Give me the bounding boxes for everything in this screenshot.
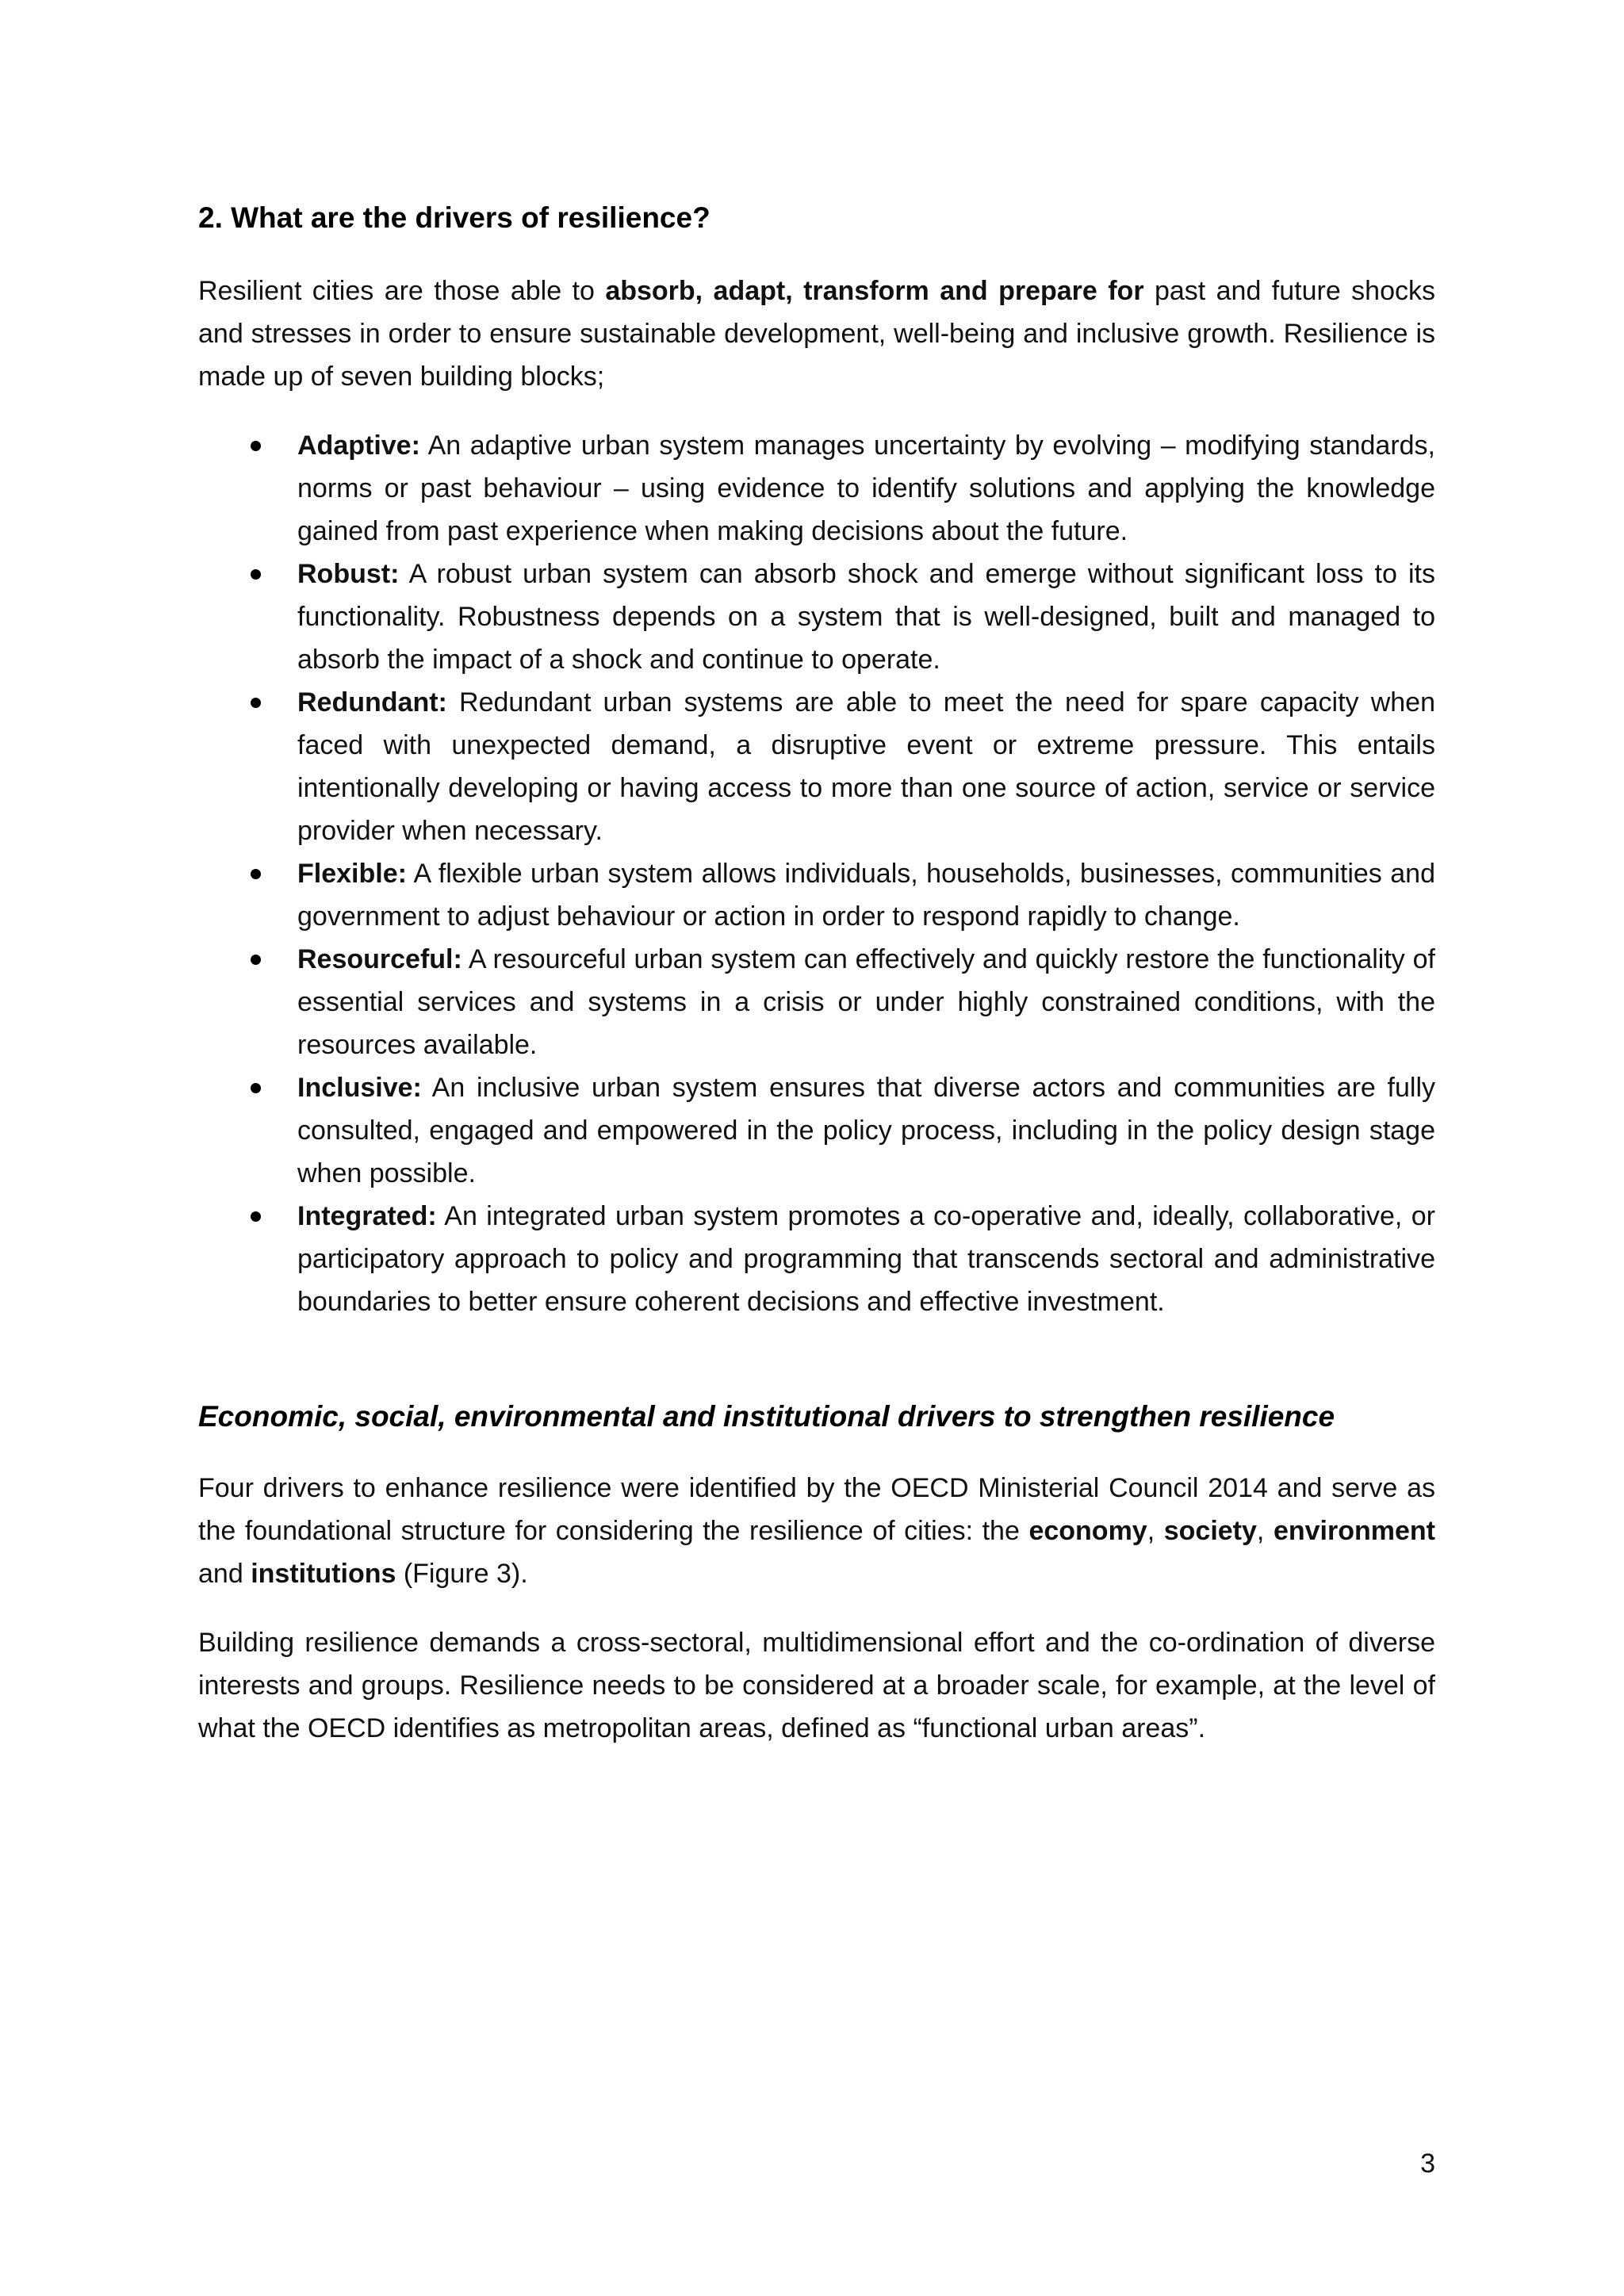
bullet-icon <box>251 569 261 580</box>
intro-bold-phrase: absorb, adapt, transform and prepare for <box>605 276 1144 306</box>
driver-economy: economy <box>1028 1516 1147 1546</box>
bullet-icon <box>251 441 261 451</box>
list-item-text: An integrated urban system promotes a co-operative and, ideally, collaborative, or participatory approach to policy and programming that transcends sectoral and administrative boundaries to better ensure coherent decisions and effective investment. <box>297 1201 1435 1317</box>
list-item-term: Inclusive: <box>297 1073 422 1103</box>
list-item-term: Adaptive: <box>297 430 420 461</box>
bullet-icon <box>251 955 261 965</box>
list-item-inclusive <box>198 1066 1435 1195</box>
list-item-adaptive <box>198 424 1435 553</box>
list-item-term: Resourceful: <box>297 944 462 974</box>
list-item-text: An inclusive urban system ensures that diverse actors and communities are fully consulted, engaged and empowered in the policy process, including in the policy design stage when possible. <box>297 1073 1435 1188</box>
list-item-term: Integrated: <box>297 1201 437 1231</box>
list-item-text: Redundant urban systems are able to meet the need for spare capacity when faced with unexpected demand, a disruptive event or extreme pressure. This entails intentionally developing or having access to more than one source of action, service or service provider when necessary. <box>297 687 1435 846</box>
drivers-subheading: Economic, social, environmental and institutional drivers to strengthen resilience <box>198 1400 1335 1433</box>
intro-paragraph: Resilient cities are those able to absorb, adapt, transform and prepare for past and future shocks and stresses in order to ensure sustainable development, well-being and inclusive growth. Resilience is made up of seven building blocks; <box>198 276 1435 392</box>
section-heading: 2. What are the drivers of resilience? <box>198 201 710 234</box>
list-item-term: Flexible: <box>297 859 407 889</box>
drivers-paragraph: Four drivers to enhance resilience were identified by the OECD Ministerial Council 2014 and serve as the foundational structure for considering the resilience of cities: the economy, society, environment and institutions (Figure 3). <box>198 1473 1435 1589</box>
list-item-robust <box>198 553 1435 681</box>
page-number: 3 <box>1420 2149 1435 2179</box>
scale-paragraph: Building resilience demands a cross-sectoral, multidimensional effort and the co-ordination of diverse interests and groups. Resilience needs to be considered at a broader scale, for example, at the level of what the OECD identifies as metropolitan areas, defined as “functional urban areas”. <box>198 1628 1435 1743</box>
driver-environment: environment <box>1273 1516 1435 1546</box>
list-item-term: Robust: <box>297 559 400 589</box>
list-item-flexible <box>198 852 1435 938</box>
driver-society: society <box>1163 1516 1257 1546</box>
list-item-integrated <box>198 1195 1435 1323</box>
list-item-text: A robust urban system can absorb shock and emerge without significant loss to its functionality. Robustness depends on a system that is well-designed, built and managed to absorb the impact of a shock and continue to operate. <box>297 559 1435 675</box>
list-item-text: A flexible urban system allows individuals, households, businesses, communities and government to adjust behaviour or action in order to respond rapidly to change. <box>297 859 1435 932</box>
list-item-text: A resourceful urban system can effectively and quickly restore the functionality of essential services and systems in a crisis or under highly constrained conditions, with the resources available. <box>297 944 1435 1060</box>
driver-institutions: institutions <box>251 1559 396 1589</box>
document-page <box>198 0 1435 2296</box>
list-item-resourceful <box>198 938 1435 1066</box>
bullet-icon <box>251 1211 261 1222</box>
bullet-icon <box>251 698 261 708</box>
list-item-term: Redundant: <box>297 687 447 718</box>
bullet-icon <box>251 869 261 879</box>
list-item-text: An adaptive urban system manages uncertainty by evolving – modifying standards, norms or past behaviour – using evidence to identify solutions and applying the knowledge gained from past experience when making decisions about the future. <box>297 430 1435 546</box>
list-item-redundant <box>198 681 1435 852</box>
building-blocks-list <box>198 424 1435 1323</box>
bullet-icon <box>251 1083 261 1093</box>
